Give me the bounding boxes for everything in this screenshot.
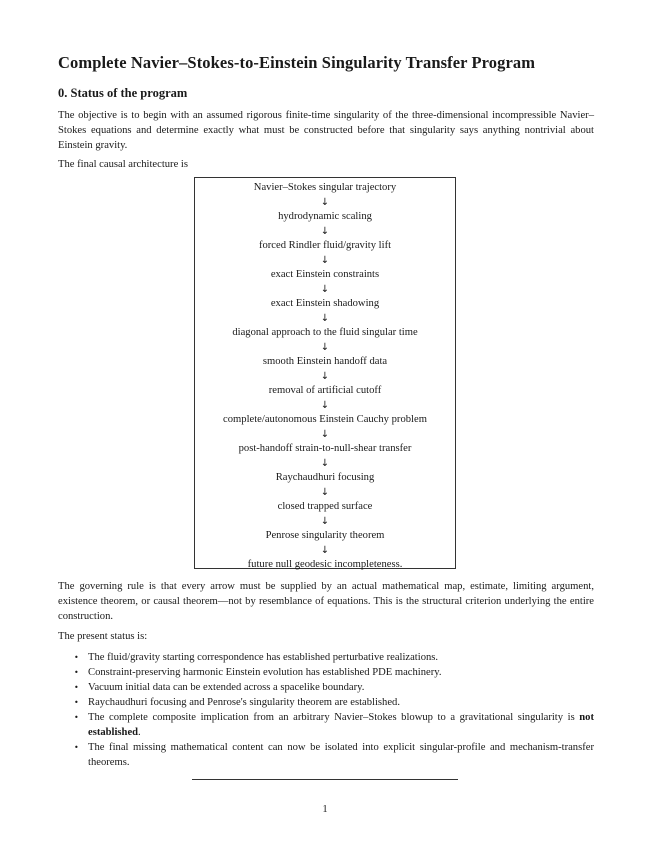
down-arrow-icon: ↓ bbox=[320, 428, 330, 440]
flow-step: closed trapped surface bbox=[277, 501, 373, 512]
bullet-icon: • bbox=[74, 668, 79, 677]
bullet-icon: • bbox=[74, 698, 79, 707]
footer-divider bbox=[192, 779, 458, 780]
status-list bbox=[58, 650, 594, 770]
flow-step: post-handoff strain-to-null-shear transfer bbox=[238, 443, 412, 454]
down-arrow-icon: ↓ bbox=[320, 225, 330, 237]
flow-step: hydrodynamic scaling bbox=[278, 211, 372, 222]
causal-architecture-box bbox=[194, 177, 456, 569]
flow-step: Raychaudhuri focusing bbox=[275, 472, 375, 483]
section-heading bbox=[58, 86, 187, 101]
page-number: 1 bbox=[322, 804, 328, 815]
flow-step: removal of artificial cutoff bbox=[268, 385, 382, 396]
bullet-icon: • bbox=[74, 743, 79, 752]
list-item-text: The fluid/gravity starting correspondence has established perturbative realizations. bbox=[88, 652, 439, 663]
down-arrow-icon: ↓ bbox=[320, 254, 330, 266]
bullet-icon: • bbox=[74, 683, 79, 692]
document-title: Complete Navier–Stokes-to-Einstein Singularity Transfer Program bbox=[58, 53, 536, 72]
flow-step: forced Rindler fluid/gravity lift bbox=[258, 240, 392, 251]
flow-step: Navier–Stokes singular trajectory bbox=[253, 182, 397, 193]
down-arrow-icon: ↓ bbox=[320, 370, 330, 382]
down-arrow-icon: ↓ bbox=[320, 457, 330, 469]
bullet-icon: • bbox=[74, 653, 79, 662]
emphasis-not-established: not established bbox=[88, 712, 594, 738]
flow-step: diagonal approach to the fluid singular time bbox=[232, 327, 418, 338]
objective-paragraph: The objective is to begin with an assumed rigorous finite-time singularity of the three-dimensional incompressible Navier–Stokes equations and determine exactly what must be constructed before that singularity says anything nontrivial about Einstein gravity. bbox=[58, 110, 594, 151]
flow-step: Penrose singularity theorem bbox=[265, 530, 385, 541]
list-item bbox=[58, 650, 594, 665]
governing-rule-paragraph: The governing rule is that every arrow must be supplied by an actual mathematical map, estimate, limiting argument, existence theorem, or causal theorem—not by resemblance of equations. This is the structural criterion underlying the entire construction. bbox=[58, 581, 594, 622]
list-item-text: The complete composite implication from an arbitrary Navier–Stokes blowup to a gravitational singularity is bbox=[88, 712, 580, 723]
list-item-text: The final missing mathematical content can now be isolated into explicit singular-profile and mechanism-transfer theorems. bbox=[88, 742, 594, 768]
down-arrow-icon: ↓ bbox=[320, 283, 330, 295]
list-item bbox=[58, 680, 594, 695]
list-item-text: Raychaudhuri focusing and Penrose's singularity theorem are established. bbox=[88, 697, 400, 708]
section-title: Status of the program bbox=[70, 86, 188, 100]
flow-step: complete/autonomous Einstein Cauchy problem bbox=[223, 414, 427, 425]
list-item bbox=[58, 665, 594, 680]
flow-step: future null geodesic incompleteness. bbox=[247, 559, 403, 570]
list-item-text: Constraint-preserving harmonic Einstein evolution has established PDE machinery. bbox=[88, 667, 442, 678]
flow-step: smooth Einstein handoff data bbox=[262, 356, 388, 367]
flow-step: exact Einstein constraints bbox=[270, 269, 380, 280]
list-item-punctuation: . bbox=[138, 727, 141, 738]
down-arrow-icon: ↓ bbox=[320, 399, 330, 411]
down-arrow-icon: ↓ bbox=[320, 515, 330, 527]
bullet-icon: • bbox=[74, 713, 79, 722]
down-arrow-icon: ↓ bbox=[320, 196, 330, 208]
section-number: 0. bbox=[58, 86, 68, 100]
flow-step: exact Einstein shadowing bbox=[270, 298, 380, 309]
down-arrow-icon: ↓ bbox=[320, 544, 330, 556]
list-item bbox=[58, 740, 594, 770]
list-item bbox=[58, 695, 594, 710]
architecture-intro: The final causal architecture is bbox=[58, 159, 189, 170]
list-item-text: Vacuum initial data can be extended across a spacelike boundary. bbox=[88, 682, 365, 693]
status-intro: The present status is: bbox=[58, 631, 148, 642]
down-arrow-icon: ↓ bbox=[320, 341, 330, 353]
down-arrow-icon: ↓ bbox=[320, 312, 330, 324]
down-arrow-icon: ↓ bbox=[320, 486, 330, 498]
list-item bbox=[58, 710, 594, 740]
